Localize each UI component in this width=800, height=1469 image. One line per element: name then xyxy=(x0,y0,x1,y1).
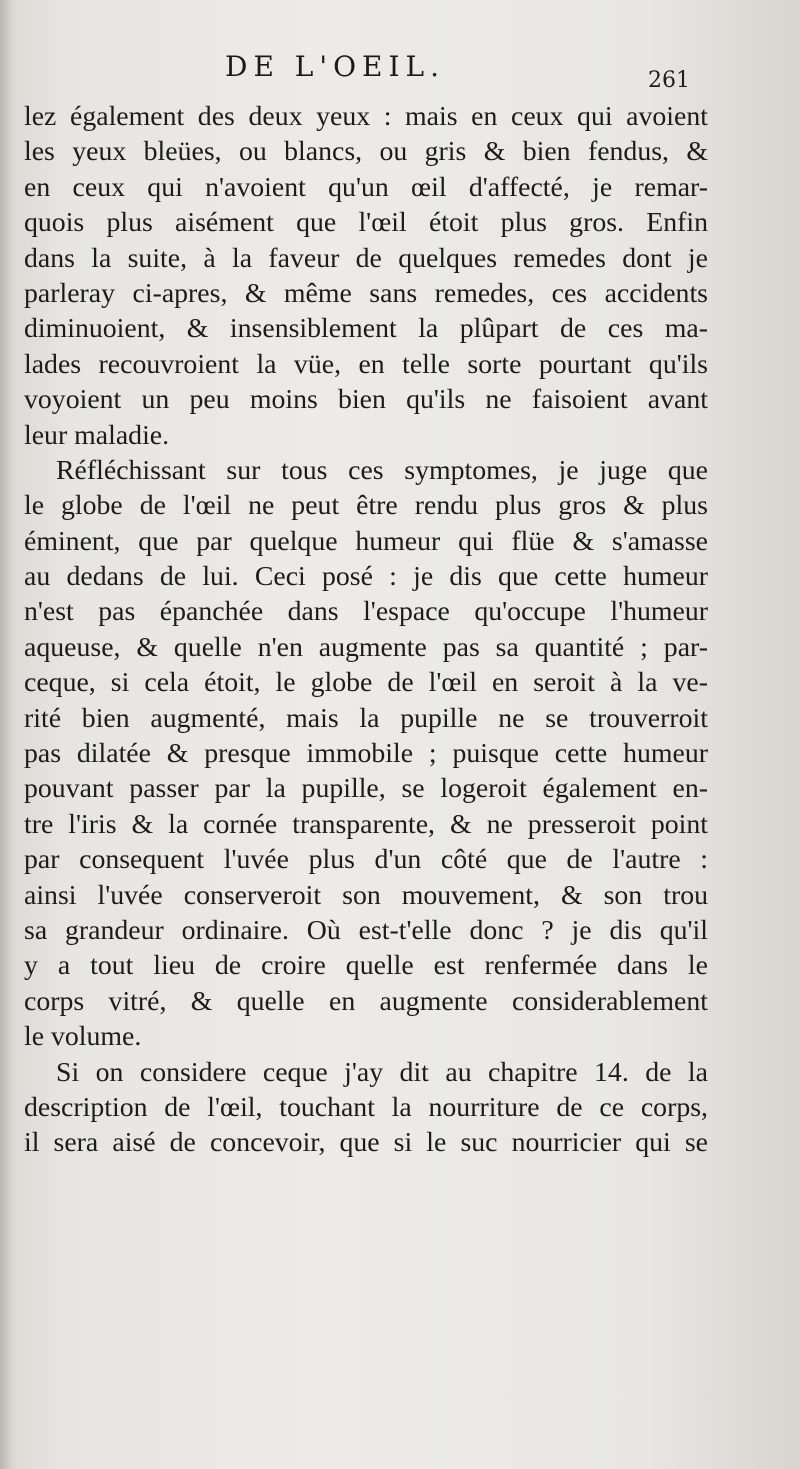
text-line: lez également des deux yeux : mais en ceux qui avoient xyxy=(24,101,708,132)
text-line: y a tout lieu de croire quelle est renfermée dans le xyxy=(24,950,708,982)
text-line: éminent, que par quelque humeur qui flüe & s'amasse xyxy=(24,525,708,557)
text-line: en ceux qui n'avoient qu'un œil d'affecté, je remar- xyxy=(24,171,708,203)
text-line: il sera aisé de concevoir, que si le suc nourricier qui se xyxy=(24,1127,708,1159)
text-line: diminuoient, & insensiblement la plûpart de ces ma- xyxy=(24,313,708,345)
text-line: tre l'iris & la cornée transparente, & ne presseroit point xyxy=(24,808,708,840)
text-line: n'est pas épanchée dans l'espace qu'occupe l'humeur xyxy=(24,596,708,628)
page-number: 261 xyxy=(648,68,690,93)
text-line: leur maladie. xyxy=(24,419,170,451)
text-line: sa grandeur ordinaire. Où est-t'elle donc ? je dis qu'il xyxy=(24,914,708,946)
text-line: corps vitré, & quelle en augmente considerablement xyxy=(24,985,708,1017)
text-line: lades recouvroient la vüe, en telle sorte pourtant qu'ils xyxy=(24,348,708,380)
text-line: aqueuse, & quelle n'en augmente pas sa quantité ; par- xyxy=(24,631,708,663)
text-line: dans la suite, à la faveur de quelques remedes dont je xyxy=(24,242,708,274)
text-line: au dedans de lui. Ceci posé : je dis que cette humeur xyxy=(24,561,708,593)
text-line: ceque, si cela étoit, le globe de l'œil en seroit à la ve- xyxy=(24,667,708,699)
body-text xyxy=(24,99,708,1161)
text-line: ainsi l'uvée conserveroit son mouvement, & son trou xyxy=(24,879,708,911)
text-line: pouvant passer par la pupille, se logeroit également en- xyxy=(24,773,708,805)
text-line: les yeux bleües, ou blancs, ou gris & bien fendus, & xyxy=(24,136,708,168)
text-line: pas dilatée & presque immobile ; puisque cette humeur xyxy=(24,738,708,770)
text-line: Si on considere ceque j'ay dit au chapitre 14. de la xyxy=(56,1056,708,1088)
text-line: le volume. xyxy=(24,1021,142,1053)
text-line: Réfléchissant sur tous ces symptomes, je juge que xyxy=(56,454,708,486)
text-line: rité bien augmenté, mais la pupille ne se trouverroit xyxy=(24,702,708,734)
text-line: le globe de l'œil ne peut être rendu plus gros & plus xyxy=(24,490,708,522)
text-line: description de l'œil, touchant la nourriture de ce corps, xyxy=(24,1091,708,1123)
text-line: voyoient un peu moins bien qu'ils ne faisoient avant xyxy=(24,384,708,416)
running-title: DE L'OEIL. xyxy=(225,50,446,83)
text-line: par consequent l'uvée plus d'un côté que de l'autre : xyxy=(24,844,708,876)
text-line: quois plus aisément que l'œil étoit plus gros. Enfin xyxy=(24,207,708,239)
page-gutter-shadow xyxy=(0,0,14,1469)
text-line: parleray ci-apres, & même sans remedes, ces accidents xyxy=(24,277,708,309)
